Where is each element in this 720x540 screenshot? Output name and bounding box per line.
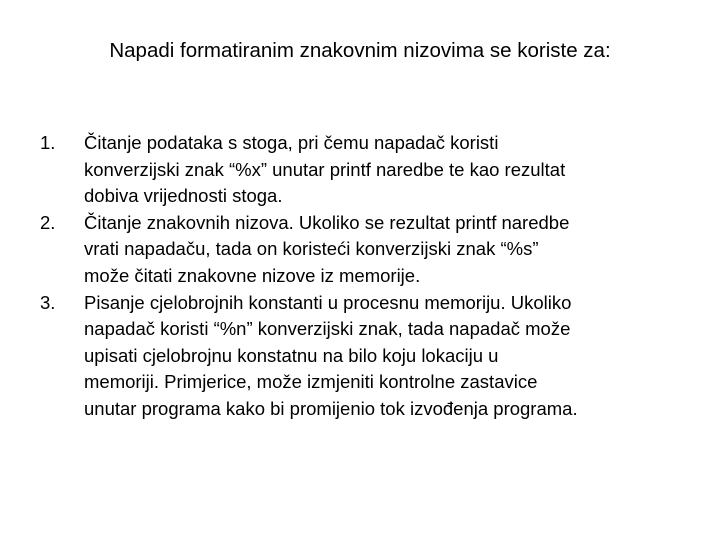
numbered-list [40, 130, 700, 423]
list-item-line: memoriji. Primjerice, može izmjeniti kontrolne zastavice [84, 371, 538, 393]
slide-title: Napadi formatiranim znakovnim nizovima se koriste za: [109, 39, 611, 62]
list-item-line: konverzijski znak “%x” unutar printf naredbe te kao rezultat [84, 158, 566, 180]
list-item-line: može čitati znakovne nizove iz memorije. [84, 264, 421, 286]
list-item-line: dobiva vrijednosti stoga. [84, 185, 283, 207]
list-item [40, 210, 700, 290]
list-item-line: Čitanje znakovnih nizova. Ukoliko se rezultat printf naredbe [84, 211, 570, 233]
list-item-text [84, 210, 700, 290]
list-item [40, 130, 700, 210]
list-item-text [84, 290, 700, 423]
list-item-line: unutar programa kako bi promijenio tok izvođenja programa. [84, 397, 578, 419]
list-item-line: Čitanje podataka s stoga, pri čemu napadač koristi [84, 132, 499, 153]
list-item-line: Pisanje cjelobrojnih konstanti u procesnu memoriju. Ukoliko [84, 291, 572, 313]
list-item-line: napadač koristi “%n” konverzijski znak, tada napadač može [84, 318, 571, 340]
list-item-line: upisati cjelobrojnu konstatnu na bilo koju lokaciju u [84, 344, 499, 366]
list-item-text [84, 130, 700, 210]
list-item-number: 2. [40, 211, 56, 233]
list-item [40, 290, 700, 423]
list-item-number: 1. [40, 132, 56, 153]
list-item-number: 3. [40, 291, 56, 313]
list-item-line: vrati napadaču, tada on koristeći konverzijski znak “%s” [84, 238, 539, 260]
